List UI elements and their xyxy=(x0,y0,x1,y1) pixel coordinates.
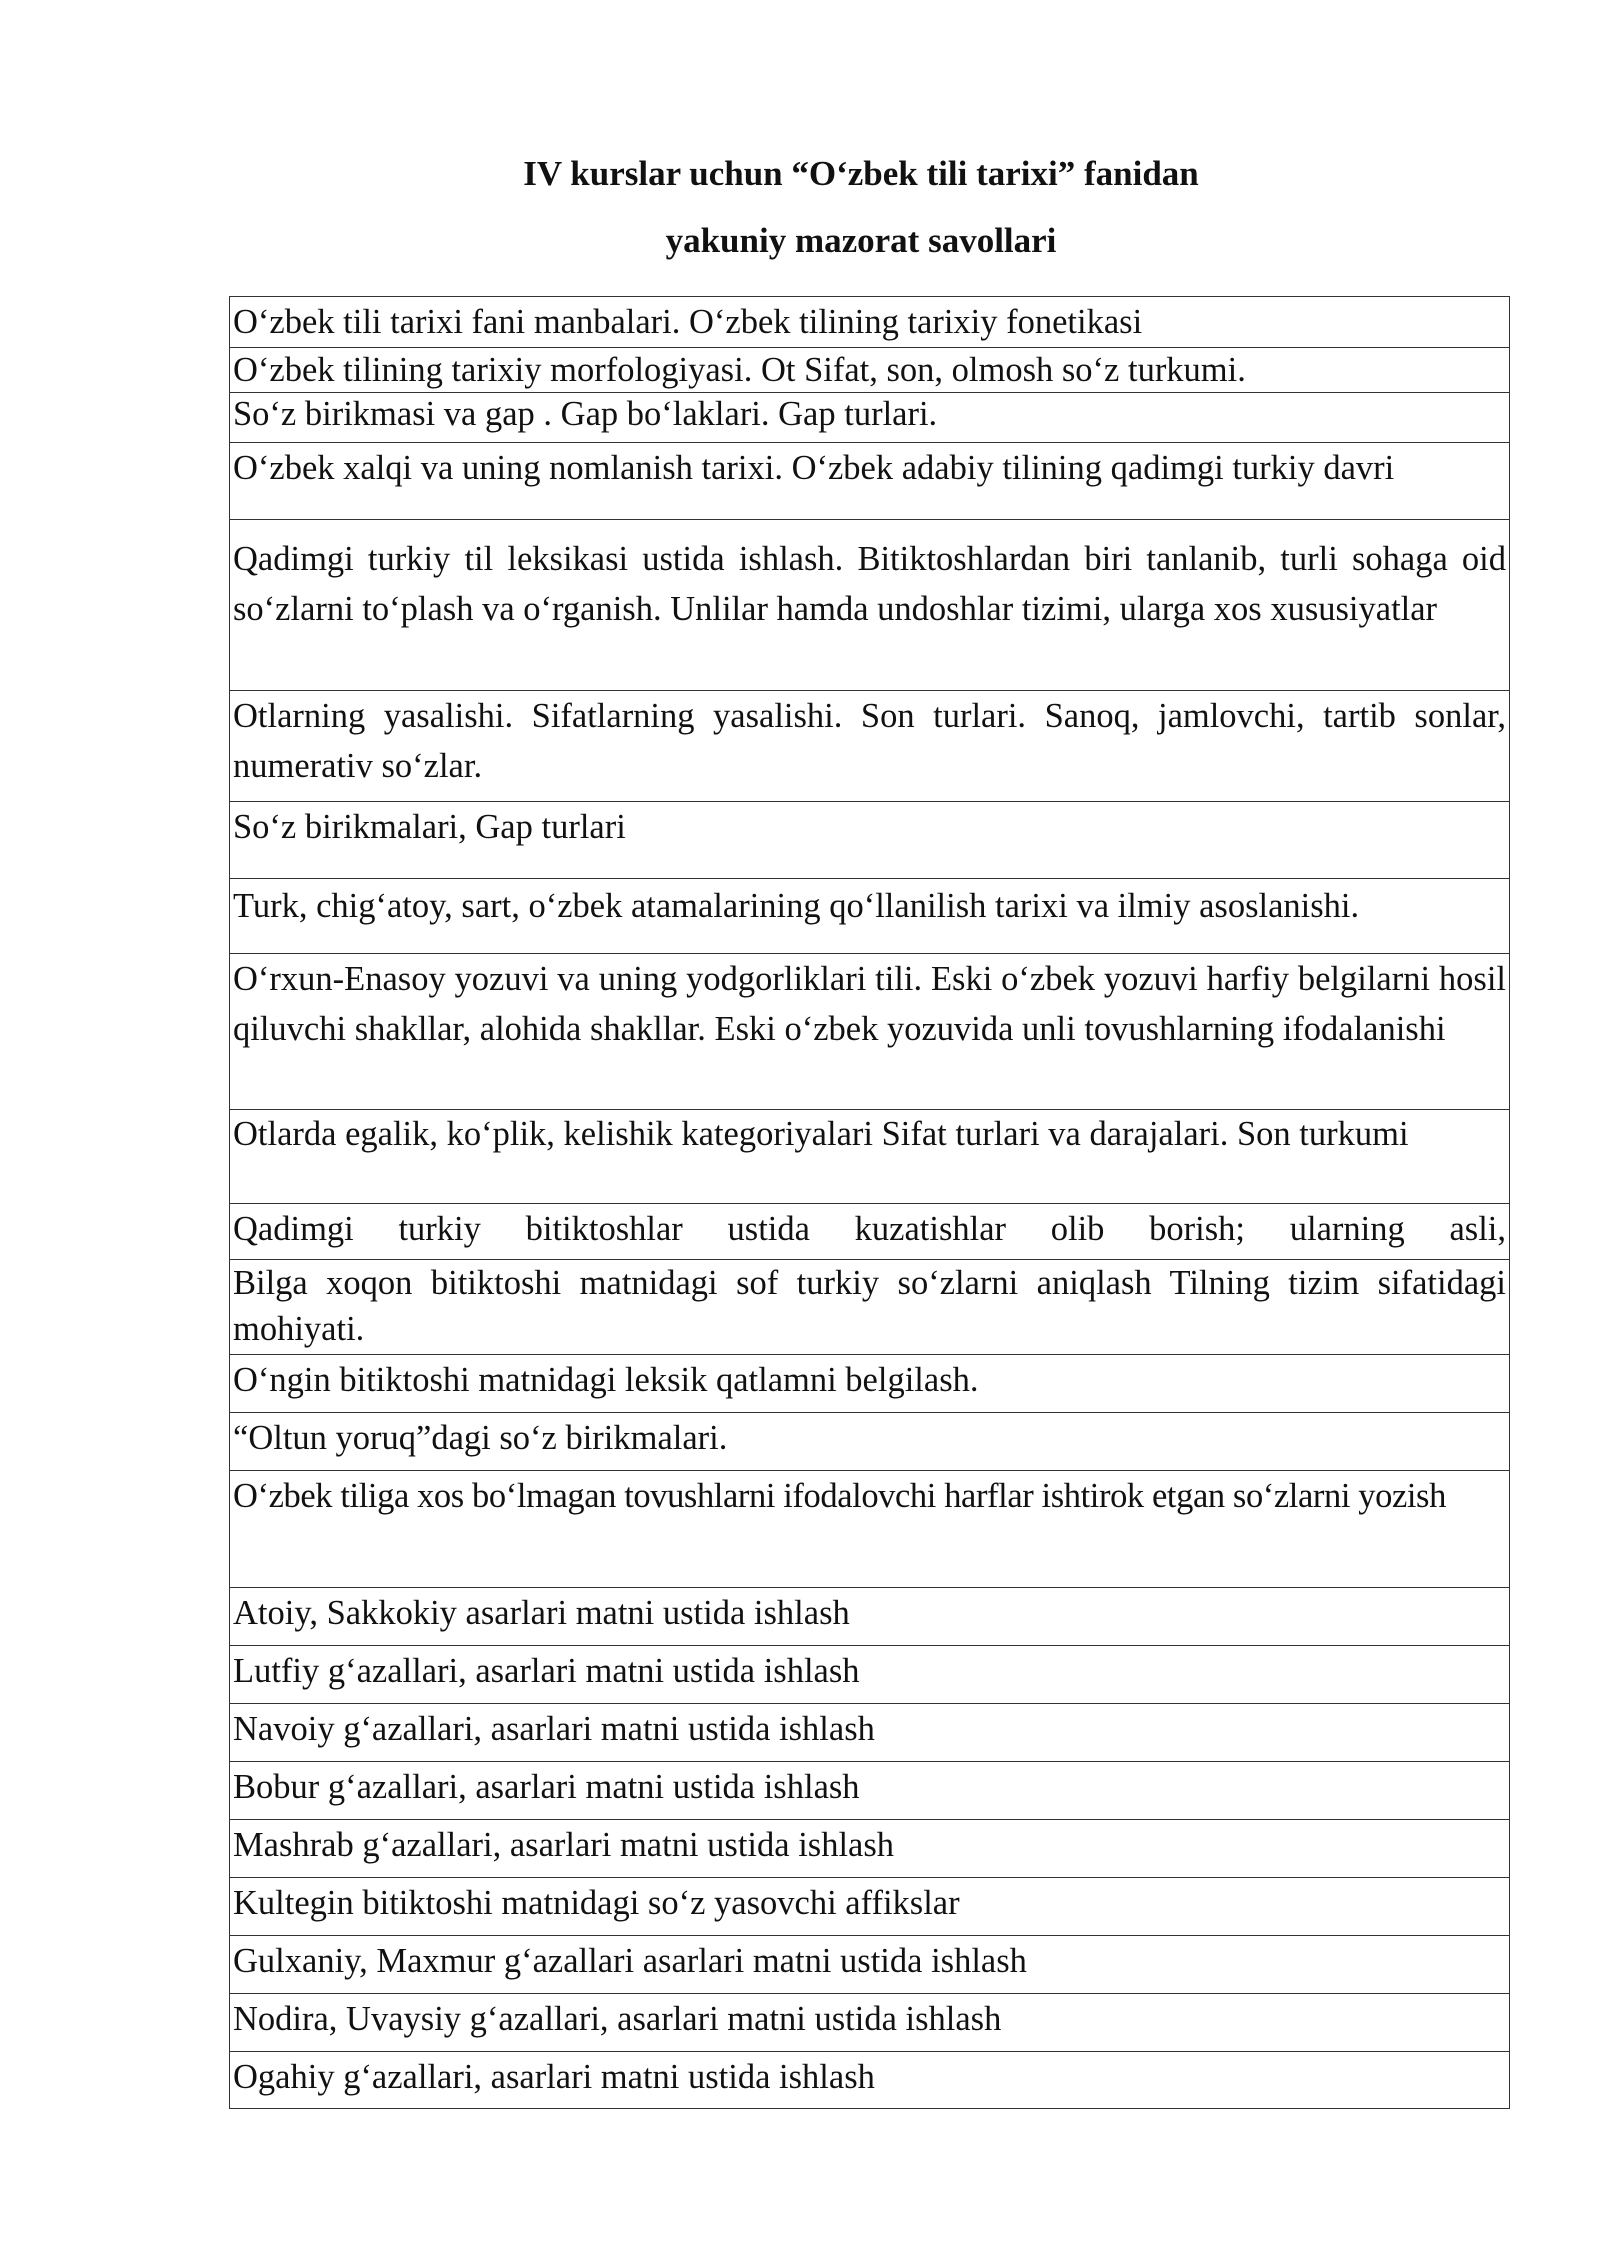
question-cell xyxy=(230,1355,1510,1413)
question-cell xyxy=(230,1994,1510,2052)
question-text: Otlarda egalik, ko‘plik, kelishik kategoriyalari Sifat turlari va darajalari. Son turkumi xyxy=(233,1115,1409,1153)
question-text: O‘zbek tili tarixi fani manbalari. O‘zbek tilining tarixiy fonetikasi xyxy=(233,303,1143,341)
question-text: Bobur g‘azallari, asarlari matni ustida ishlash xyxy=(233,1768,860,1806)
question-cell xyxy=(230,443,1510,520)
question-text: Qadimgi turkiy bitiktoshlar ustida kuzatishlar olib borish; ularning asli, xyxy=(233,1210,1506,1248)
table-row xyxy=(230,443,1510,520)
question-cell xyxy=(230,1260,1510,1355)
question-text: “Oltun yoruq”dagi so‘z birikmalari. xyxy=(233,1419,728,1457)
question-text: Lutfiy g‘azallari, asarlari matni ustida ishlash xyxy=(233,1652,860,1690)
question-text: Atoiy, Sakkokiy asarlari matni ustida ishlash xyxy=(233,1594,850,1632)
question-cell xyxy=(230,1704,1510,1762)
table-row xyxy=(230,2052,1510,2109)
questions-table xyxy=(229,296,1510,2109)
question-text: Nodira, Uvaysiy g‘azallari, asarlari matni ustida ishlash xyxy=(233,2000,1002,2038)
question-cell xyxy=(230,1413,1510,1471)
question-cell xyxy=(230,2052,1510,2109)
table-row xyxy=(230,1413,1510,1471)
question-cell xyxy=(230,393,1510,443)
question-text: O‘zbek xalqi va uning nomlanish tarixi. O‘zbek adabiy tilining qadimgi turkiy davri xyxy=(233,449,1395,487)
table-row xyxy=(230,691,1510,802)
question-text: Ogahiy g‘azallari, asarlari matni ustida ishlash xyxy=(233,2058,875,2096)
question-text: O‘ngin bitiktoshi matnidagi leksik qatlamni belgilash. xyxy=(233,1361,979,1399)
question-text: So‘z birikmalari, Gap turlari xyxy=(233,808,626,846)
question-text: So‘z birikmasi va gap . Gap bo‘laklari. Gap turlari. xyxy=(233,395,938,433)
question-cell xyxy=(230,1646,1510,1704)
question-cell xyxy=(230,1204,1510,1260)
table-row xyxy=(230,1204,1510,1260)
table-row xyxy=(230,1471,1510,1588)
table-row xyxy=(230,1646,1510,1704)
question-text: Qadimgi turkiy til leksikasi ustida ishlash. Bitiktoshlardan biri tanlanib, turli sohaga oid so‘zlarni to‘plash va o‘rganish. Unlilar hamda undoshlar tizimi, ularga xos xususiyatlar xyxy=(233,540,1506,628)
question-text: Navoiy g‘azallari, asarlari matni ustida ishlash xyxy=(233,1710,875,1748)
question-text: Gulxaniy, Maxmur g‘azallari asarlari matni ustida ishlash xyxy=(233,1942,1027,1980)
question-cell xyxy=(230,520,1510,691)
table-row xyxy=(230,393,1510,443)
table-row xyxy=(230,297,1510,348)
question-text: Turk, chig‘atoy, sart, o‘zbek atamalarining qo‘llanilish tarixi va ilmiy asoslanishi. xyxy=(233,887,1360,925)
question-cell xyxy=(230,954,1510,1110)
question-cell xyxy=(230,691,1510,802)
question-cell xyxy=(230,1588,1510,1646)
question-text: O‘zbek tiliga xos bo‘lmagan tovushlarni ifodalovchi harflar ishtirok etgan so‘zlarni yozish xyxy=(233,1477,1446,1515)
question-text: O‘rxun-Enasoy yozuvi va uning yodgorliklari tili. Eski o‘zbek yozuvi harfiy belgilarni hosil qiluvchi shakllar, alohida shakllar. Eski o‘zbek yozuvida unli tovushlarning ifodalanishi xyxy=(233,960,1506,1048)
document-title-line2: yakuniy mazorat savollari xyxy=(665,221,1057,260)
question-cell xyxy=(230,1110,1510,1204)
table-row xyxy=(230,1588,1510,1646)
question-cell xyxy=(230,1471,1510,1588)
table-row xyxy=(230,954,1510,1110)
question-cell xyxy=(230,802,1510,879)
table-row xyxy=(230,1355,1510,1413)
question-cell xyxy=(230,1820,1510,1878)
question-text: O‘zbek tilining tarixiy morfologiyasi. Ot Sifat, son, olmosh so‘z turkumi. xyxy=(233,351,1246,389)
question-text: Otlarning yasalishi. Sifatlarning yasalishi. Son turlari. Sanoq, jamlovchi, tartib sonlar, numerativ so‘zlar. xyxy=(233,697,1506,785)
table-row xyxy=(230,1110,1510,1204)
table-row xyxy=(230,1936,1510,1994)
table-row xyxy=(230,1820,1510,1878)
table-row xyxy=(230,1994,1510,2052)
table-row xyxy=(230,1260,1510,1355)
question-text: Mashrab g‘azallari, asarlari matni ustida ishlash xyxy=(233,1826,895,1864)
question-cell xyxy=(230,348,1510,393)
table-row xyxy=(230,1762,1510,1820)
table-row xyxy=(230,348,1510,393)
question-text: Bilga xoqon bitiktoshi matnidagi sof turkiy so‘zlarni aniqlash Tilning tizim sifatidagi mohiyati. xyxy=(233,1264,1506,1348)
question-cell xyxy=(230,297,1510,348)
table-row xyxy=(230,1878,1510,1936)
question-cell xyxy=(230,1762,1510,1820)
question-cell xyxy=(230,1878,1510,1936)
table-row xyxy=(230,1704,1510,1762)
document-title-line1: IV kurslar uchun “O‘zbek tili tarixi” fanidan xyxy=(523,154,1199,193)
question-text: Kultegin bitiktoshi matnidagi so‘z yasovchi affikslar xyxy=(233,1884,960,1922)
table-row xyxy=(230,802,1510,879)
table-row xyxy=(230,879,1510,954)
question-cell xyxy=(230,1936,1510,1994)
question-cell xyxy=(230,879,1510,954)
table-row xyxy=(230,520,1510,691)
